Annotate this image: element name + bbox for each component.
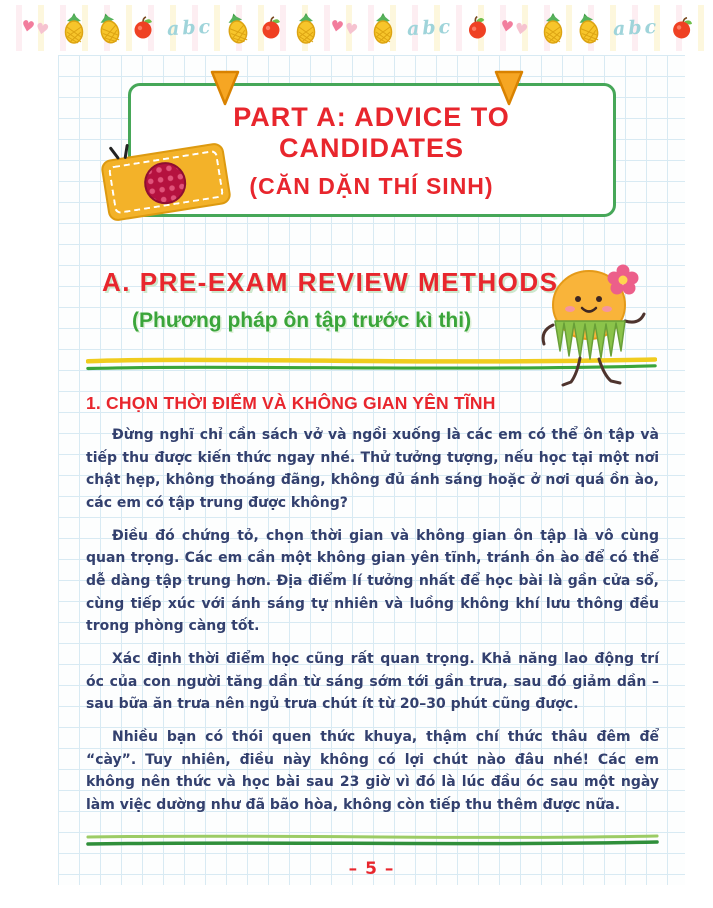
pineapple-icon (574, 10, 603, 46)
pineapple-icon (295, 12, 317, 44)
paragraph-4: Nhiều bạn có thói quen thức khuya, thậm chí thức thâu đêm để “cày”. Tuy nhiên, điều này không có lợi chút nào đâu nhé! Các em không nên thức và học bài sau 23 giờ vì đó là lúc đầu óc sau một ngày làm việc dường như đã bão hòa, không còn tiếp thu thêm được nữa. (86, 729, 659, 814)
section-1-title: 1. CHỌN THỜI ĐIỂM VÀ KHÔNG GIAN YÊN TĨNH (86, 393, 496, 413)
part-title-vietnamese: (CĂN DẶN THÍ SINH) (249, 173, 494, 199)
abc-script-text: abc (612, 15, 660, 41)
page-number: – 5 – (348, 858, 395, 879)
paragraph-2: Điều đó chứng tỏ, chọn thời gian và không gian ôn tập là vô cùng quan trọng. Các em cần một không gian yên tĩnh, tránh ồn ào để có thể dễ dàng tập trung hơn. Địa điểm lí tưởng nhất để học bài là gần cửa sổ, cùng tiếp xúc với ánh sáng tự nhiên và luồng không khí lưu thông đều trong phòng càng tốt. (86, 527, 659, 635)
hearts-icon: ♥♥ (19, 15, 52, 40)
bottom-divider (86, 833, 659, 847)
antenna-icon (109, 147, 120, 160)
hearts-icon: ♥♥ (498, 15, 531, 40)
top-banner (0, 5, 713, 51)
pineapple-icon (542, 12, 564, 44)
part-title: PART A: ADVICE TO CANDIDATES (233, 102, 510, 163)
body-text (58, 424, 685, 817)
pennant-left-icon (209, 69, 241, 107)
pennant-right-icon (493, 69, 525, 107)
pineapple-icon (63, 12, 85, 44)
raspberry-icon (141, 159, 189, 207)
apple-icon (133, 16, 153, 40)
paragraph-1: Đừng nghĩ chỉ cần sách vở và ngồi xuống là các em có thể ôn tập và tiếp thu được kiến thức ngay nhé. Thử tưởng tượng, nếu học tại một nơi chật hẹp, không thoáng đãng, không đủ ánh sáng hoặc ở nơi quá ồn ào, các em có tập trung được không? (86, 427, 659, 512)
notebook-page (58, 55, 685, 885)
pre-exam-heading: A. PRE-EXAM REVIEW METHODS (102, 267, 559, 297)
apple-icon (670, 14, 694, 41)
abc-script-text: abc (166, 15, 214, 41)
pineapple-icon (222, 10, 251, 46)
pre-exam-subheading: (Phương pháp ôn tập trước kì thi) (132, 309, 472, 332)
apple-icon (261, 16, 281, 40)
pineapple-icon (95, 10, 124, 46)
mango-character-icon (533, 263, 651, 401)
abc-script-text: abc (406, 15, 454, 41)
apple-icon (464, 14, 489, 42)
pineapple-icon (372, 12, 394, 44)
hearts-icon: ♥♥ (328, 15, 361, 40)
paragraph-3: Xác định thời điểm học cũng rất quan trọng. Khả năng lao động trí óc của con người tăng dần từ sáng sớm tới gần trưa, sau đó giảm dần – sau bữa ăn trưa nên ngủ trưa chút ít từ 20–30 phút cũng được. (86, 651, 659, 713)
